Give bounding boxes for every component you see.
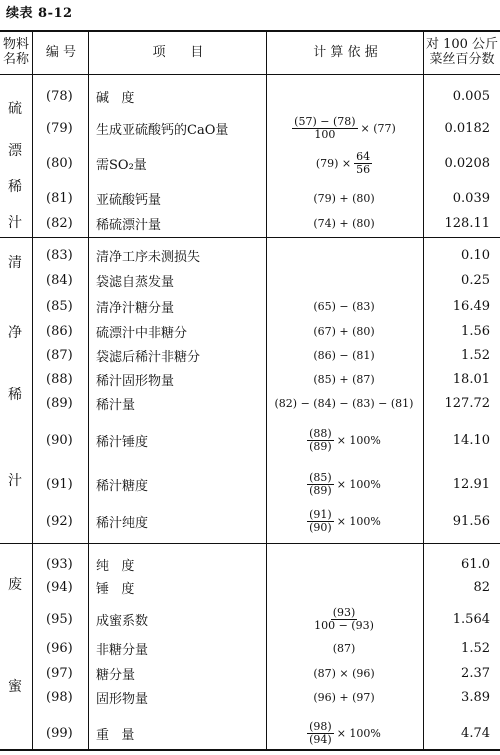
table-row bbox=[0, 318, 500, 344]
row-number: (95) bbox=[46, 611, 73, 627]
row-item: 非糖分量 bbox=[96, 642, 149, 658]
table-row bbox=[0, 508, 500, 534]
row-item: 稀汁锤度 bbox=[96, 434, 149, 450]
fraction-denominator: 100 − (93) bbox=[314, 618, 374, 632]
basis-text: (85) + (87) bbox=[313, 372, 375, 386]
header-item: 项 目 bbox=[152, 45, 204, 60]
table-row bbox=[0, 293, 500, 319]
basis-text: (79) + (80) bbox=[313, 191, 375, 205]
fraction-denominator: 100 bbox=[314, 127, 336, 141]
row-basis bbox=[268, 684, 420, 710]
header-category bbox=[0, 37, 32, 67]
category-char: 蜜 bbox=[8, 679, 22, 695]
section-rule-2 bbox=[0, 543, 500, 544]
row-number: (99) bbox=[46, 725, 73, 741]
row-basis bbox=[268, 660, 420, 686]
row-value: 61.0 bbox=[461, 556, 490, 572]
basis-text: (87) bbox=[332, 641, 356, 655]
row-item: 亚硫酸钙量 bbox=[96, 192, 162, 208]
row-number: (88) bbox=[46, 371, 73, 387]
table-caption: 续表 8-12 bbox=[6, 6, 73, 21]
row-basis bbox=[268, 83, 420, 109]
basis-fraction bbox=[312, 607, 376, 632]
row-value: 0.25 bbox=[461, 272, 490, 288]
row-value: 0.0182 bbox=[444, 120, 490, 136]
row-basis bbox=[268, 471, 420, 497]
basis-prefix: (79) × bbox=[315, 156, 352, 170]
fraction-denominator: (94) bbox=[309, 732, 332, 746]
row-number: (92) bbox=[46, 513, 73, 529]
row-item: 生成亚硫酸钙的CaO量 bbox=[96, 122, 229, 138]
row-item: 锤 度 bbox=[96, 581, 135, 597]
row-item: 硫漂汁中非糖分 bbox=[96, 325, 188, 341]
row-item: 糖分量 bbox=[96, 667, 136, 683]
basis-text: (96) + (97) bbox=[313, 690, 375, 704]
table-row bbox=[0, 115, 500, 141]
category-char: 废 bbox=[8, 577, 22, 593]
row-value: 3.89 bbox=[461, 689, 490, 705]
row-value: 2.37 bbox=[461, 665, 490, 681]
fraction-numerator: (57) − (78) bbox=[294, 114, 356, 128]
table-row bbox=[0, 684, 500, 710]
header-value bbox=[424, 37, 500, 67]
fraction-numerator: (85) bbox=[309, 470, 332, 484]
basis-fraction bbox=[307, 721, 334, 746]
category-char: 清 bbox=[8, 255, 22, 271]
row-item: 袋滤后稀汁非糖分 bbox=[96, 349, 201, 365]
table-row bbox=[0, 660, 500, 686]
row-value: 18.01 bbox=[452, 371, 490, 387]
row-item: 纯 度 bbox=[96, 558, 135, 574]
row-value: 0.005 bbox=[452, 88, 490, 104]
basis-suffix: × 100% bbox=[336, 433, 381, 447]
fraction-denominator: (89) bbox=[309, 439, 332, 453]
row-number: (98) bbox=[46, 689, 73, 705]
basis-formula bbox=[307, 509, 381, 534]
basis-formula bbox=[307, 472, 381, 497]
row-value: 16.49 bbox=[452, 298, 490, 314]
row-basis bbox=[268, 210, 420, 236]
row-basis bbox=[268, 242, 420, 268]
row-basis bbox=[268, 115, 420, 141]
top-rule bbox=[0, 30, 500, 32]
row-item: 稀硫漂汁量 bbox=[96, 217, 162, 233]
row-number: (81) bbox=[46, 190, 73, 206]
row-value: 0.10 bbox=[461, 247, 490, 263]
row-item: 固形物量 bbox=[96, 691, 149, 707]
basis-suffix: × 100% bbox=[336, 477, 381, 491]
row-item: 稀汁固形物量 bbox=[96, 373, 175, 389]
row-value: 1.564 bbox=[452, 611, 490, 627]
basis-formula bbox=[316, 151, 372, 176]
table-row bbox=[0, 635, 500, 661]
basis-formula bbox=[307, 721, 381, 746]
row-value: 14.10 bbox=[452, 432, 490, 448]
basis-fraction bbox=[307, 472, 334, 497]
row-number: (93) bbox=[46, 556, 73, 572]
row-item: 袋滤自蒸发量 bbox=[96, 274, 175, 290]
row-number: (78) bbox=[46, 88, 73, 104]
row-value: 127.72 bbox=[444, 395, 490, 411]
basis-suffix: × (77) bbox=[360, 121, 396, 135]
row-basis bbox=[268, 390, 420, 416]
table-row bbox=[0, 574, 500, 600]
row-item: 重 量 bbox=[96, 727, 135, 743]
row-basis bbox=[268, 150, 420, 176]
row-value: 91.56 bbox=[452, 513, 490, 529]
header-basis: 计 算 依 据 bbox=[313, 45, 378, 60]
fraction-denominator: (89) bbox=[309, 483, 332, 497]
basis-text: (82) − (84) − (83) − (81) bbox=[274, 396, 414, 410]
row-item: 碱 度 bbox=[96, 90, 135, 106]
row-basis bbox=[268, 720, 420, 746]
basis-fraction bbox=[292, 116, 357, 141]
row-number: (85) bbox=[46, 298, 73, 314]
row-value: 1.56 bbox=[461, 323, 490, 339]
row-basis bbox=[268, 293, 420, 319]
row-number: (82) bbox=[46, 215, 73, 231]
row-number: (97) bbox=[46, 665, 73, 681]
row-item: 需SO₂量 bbox=[96, 157, 147, 173]
category-char: 汁 bbox=[8, 473, 22, 489]
row-basis bbox=[268, 574, 420, 600]
row-basis bbox=[268, 606, 420, 632]
row-basis bbox=[268, 366, 420, 392]
category-char: 稀 bbox=[8, 179, 22, 195]
row-value: 1.52 bbox=[461, 640, 490, 656]
basis-text: (67) + (80) bbox=[313, 324, 375, 338]
row-number: (91) bbox=[46, 476, 73, 492]
row-basis bbox=[268, 318, 420, 344]
category-char: 硫 bbox=[8, 101, 22, 117]
row-number: (84) bbox=[46, 272, 73, 288]
row-item: 清净工序未测损失 bbox=[96, 249, 201, 265]
row-number: (87) bbox=[46, 347, 73, 363]
row-item: 稀汁纯度 bbox=[96, 515, 149, 531]
basis-text: (87) × (96) bbox=[313, 666, 375, 680]
table-row bbox=[0, 150, 500, 176]
basis-text: (86) − (81) bbox=[313, 348, 375, 362]
table-row bbox=[0, 242, 500, 268]
row-basis bbox=[268, 508, 420, 534]
row-value: 128.11 bbox=[444, 215, 490, 231]
table-row bbox=[0, 606, 500, 632]
fraction-numerator: 64 bbox=[356, 149, 371, 163]
category-char: 漂 bbox=[8, 143, 22, 159]
row-number: (94) bbox=[46, 579, 73, 595]
row-value: 82 bbox=[473, 579, 490, 595]
header-category-line-2: 名称 bbox=[2, 52, 29, 67]
table-row bbox=[0, 366, 500, 392]
row-basis bbox=[268, 635, 420, 661]
row-item: 成蜜系数 bbox=[96, 613, 149, 629]
table-row bbox=[0, 342, 500, 368]
table-row bbox=[0, 471, 500, 497]
table-row bbox=[0, 390, 500, 416]
fraction-denominator: (90) bbox=[309, 520, 332, 534]
fraction-numerator: (93) bbox=[332, 605, 356, 619]
row-item: 稀汁糖度 bbox=[96, 478, 149, 494]
row-value: 12.91 bbox=[452, 476, 490, 492]
row-basis bbox=[268, 427, 420, 453]
table-row bbox=[0, 210, 500, 236]
row-value: 0.039 bbox=[452, 190, 490, 206]
basis-fraction bbox=[307, 428, 334, 453]
basis-formula bbox=[312, 607, 376, 632]
header-number: 编 号 bbox=[45, 45, 77, 60]
table-row bbox=[0, 267, 500, 293]
basis-fraction bbox=[307, 509, 334, 534]
row-number: (86) bbox=[46, 323, 73, 339]
row-number: (80) bbox=[46, 155, 73, 171]
basis-text: (74) + (80) bbox=[313, 216, 375, 230]
row-basis bbox=[268, 267, 420, 293]
table-row bbox=[0, 720, 500, 746]
fraction-denominator: 56 bbox=[356, 162, 371, 176]
row-number: (79) bbox=[46, 120, 73, 136]
bottom-rule bbox=[0, 749, 500, 751]
row-item: 稀汁量 bbox=[96, 397, 136, 413]
header-category-line-1: 物料 bbox=[2, 37, 29, 52]
table-row bbox=[0, 83, 500, 109]
row-number: (89) bbox=[46, 395, 73, 411]
row-number: (96) bbox=[46, 640, 73, 656]
row-number: (90) bbox=[46, 432, 73, 448]
category-char: 净 bbox=[8, 325, 22, 341]
row-item: 清净汁糖分量 bbox=[96, 300, 175, 316]
fraction-numerator: (91) bbox=[309, 507, 332, 521]
basis-text: (65) − (83) bbox=[313, 299, 375, 313]
basis-formula bbox=[307, 428, 381, 453]
table-row bbox=[0, 427, 500, 453]
basis-fraction bbox=[354, 151, 372, 176]
category-char: 稀 bbox=[8, 387, 22, 403]
row-basis bbox=[268, 342, 420, 368]
row-number: (83) bbox=[46, 247, 73, 263]
table-row bbox=[0, 185, 500, 211]
row-value: 1.52 bbox=[461, 347, 490, 363]
header-value-line-2: 菜丝百分数 bbox=[429, 52, 495, 67]
section-rule-1 bbox=[0, 237, 500, 238]
fraction-numerator: (88) bbox=[309, 426, 332, 440]
header-value-line-1: 对 100 公斤 bbox=[425, 37, 499, 52]
basis-suffix: × 100% bbox=[336, 726, 381, 740]
row-value: 0.0208 bbox=[444, 155, 490, 171]
row-value: 4.74 bbox=[461, 725, 490, 741]
row-basis bbox=[268, 185, 420, 211]
header-rule bbox=[0, 74, 500, 75]
category-char: 汁 bbox=[8, 215, 22, 231]
fraction-numerator: (98) bbox=[309, 719, 332, 733]
basis-suffix: × 100% bbox=[336, 514, 381, 528]
basis-formula bbox=[292, 116, 396, 141]
